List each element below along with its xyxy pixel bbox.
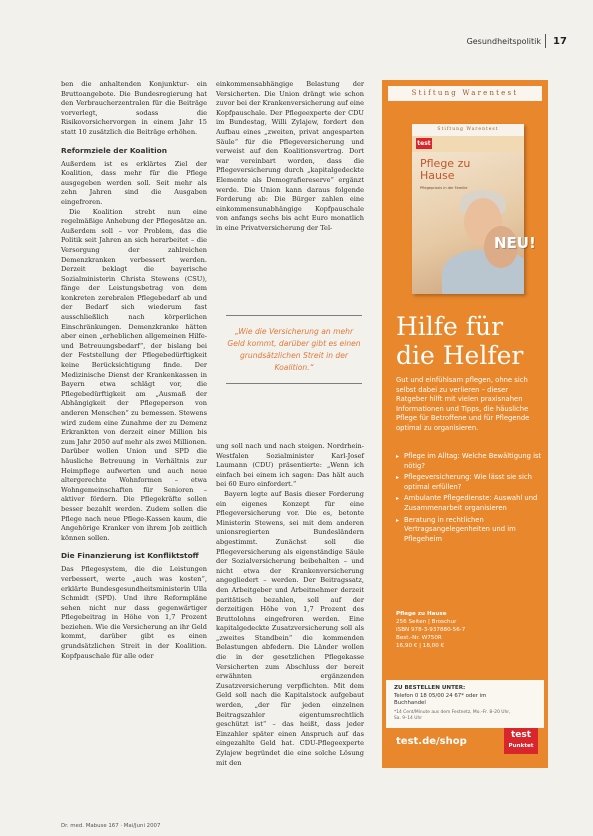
column-2-continued: [216, 442, 364, 768]
pull-quote: „Wie die Versicherung an mehr Geld kommt, darüber gibt es einen grundsätzlichen Streit in der Koalition.“: [226, 315, 362, 384]
paragraph: Die Koalition strebt nun eine regelmäßige Anhebung der Pflegesätze an. Außerdem soll – vor Problem, das die Politik seit Jahren an sich herarbeitet – die Versorgung der zahlreichen Demenzkranken verbessert werden. Derzeit beklagt die bayerische Sozialministerin Christa Stewens (CSU), fänge der Leistungsbetrag von dem konkreten zerebralen Pflegebedarf ab und der Bedarf sich wiederum fast ausschließlich nach körperlichen Einschränkungen. Demenzkranke hätten aber einen „erheblichen allgemeinen Hilfe- und Betreuungsbedarf“, der bislang bei der Feststellung der Pflegebedürftigkeit keine Berücksichtigung finde. Der Medizinische Dienst der Krankenkassen in Bayern etwa schlägt vor, die Pflegebedürftigkeit am „Ausmaß der Abhängigkeit der Pflegeperson von anderen Menschen“ zu bemessen. Stewens wird zudem eine Zunahme der zu Demenz Erkrankten von derzeit einer Million bis zum Jahr 2050 auf mehr als zwei Millionen. Darüber wollen Union und SPD die häusliche Betreuung in Verhältnis zur Heimpflege aufwerten und auch neue altergerechte Wohnformen – etwa Wohngemeinschaften für Senioren – aktiver fördern. Die Pflegekräfte sollen besser bezahlt werden. Zudem sollen die Pflege nach neue Pflege-Kassen kaum, die Angehörige Kranker von ihrem Job zeitlich können sollen.: [61, 207, 207, 542]
subheading: Reformziele der Koalition: [61, 145, 167, 155]
paragraph: ben die anhaltenden Konjunktur- ein Bruttoangebote. Die Bundesregierung hat den Verbraucherzentralen für die Beiträge vorverlegt, sodass die Risikovorsichervorgen in einem Jahr 15 statt 10 zusätzlich die Beiträge erhöhen.: [61, 80, 207, 136]
order-phone: Telefon 0 18 05/00 24 67* oder im Buchhandel: [394, 693, 487, 707]
list-item: ▸ Ambulante Pflegedienste: Auswahl und Zusammenarbeit organisieren: [396, 494, 542, 513]
shop-url: test.de/shop: [396, 736, 467, 747]
book-advertisement: [382, 80, 548, 768]
ad-intro: Gut und einfühlsam pflegen, ohne sich selbst dabei zu verlieren – dieser Ratgeber hilft mit vielen praxisnahen Informationen und Tipps, die häusliche Pflege für Betroffene und für Pflegende optimal zu organisieren.: [396, 376, 530, 432]
book-subtitle: Pflegepraxis in der Familie: [420, 186, 468, 190]
publication-line: 16,90 € | 18,00 €: [396, 643, 445, 649]
publication-title: Pflege zu Hause: [396, 611, 447, 617]
subheading: Die Finanzierung ist Konfliktstoff: [61, 551, 199, 561]
section-title: Gesundheitspolitik: [466, 37, 541, 46]
publication-line: ISBN 978-3-937880-56-7: [396, 627, 466, 633]
article-column-1: [61, 80, 207, 661]
book-title: Pflege zu Hause: [420, 157, 471, 182]
list-item: ▸ Pflegeversicherung: Wie lässt sie sich optimal erfüllen?: [396, 473, 542, 492]
new-badge: NEU!: [494, 234, 536, 252]
test-shop-logo: [504, 728, 538, 754]
publisher-banner: Stiftung Warentest: [388, 86, 542, 101]
list-item: ▸ Beratung in rechtlichen Vertragsangelegenheiten und im Pflegeheim: [396, 516, 542, 545]
publication-details: [396, 610, 526, 650]
paragraph: ung soll nach und nach steigen. Nordrhein-Westfalen Sozialminister Karl-Josef Laumann (CDU) präsentierte: „Wenn ich einfach bei einem ich sagen: Das hält auch bei 60 Euro einfordert.“: [216, 442, 364, 489]
feature-list: [396, 452, 542, 546]
page-footer: Dr. med. Mabuse 167 · Mai/Juni 2007: [61, 823, 161, 829]
logo-subtext: Punktet: [508, 743, 534, 749]
paragraph: Außerdem ist es erklärtes Ziel der Koalition, dass mehr für die Pflege ausgegeben werden soll. Seit mehr als zehn Jahren sind die Ausgaben eingefroren.: [61, 159, 207, 206]
list-item: ▸ Pflege im Alltag: Welche Bewältigung ist nötig?: [396, 452, 542, 471]
order-note: *14 Cent/Minute aus dem Festnetz, Mo.–Fr. 8–20 Uhr, Sa. 9–14 Uhr: [394, 710, 511, 721]
ad-headline: Hilfe für die Helfer: [396, 312, 524, 370]
order-box: [386, 680, 544, 728]
publication-line: Best.-Nr. W750R: [396, 635, 442, 641]
publication-line: 256 Seiten | Broschur: [396, 619, 457, 625]
paragraph: Das Pflegesystem, die die Leistungen verbessert, werte „auch was kosten“, erklärte Bundesgesundheitsministerin Ulla Schmidt (SPD). Und ihre Reformpläne sehen nicht nur dass gegenwärtiger Pflegebeitrag in Höhe von 1,7 Prozent beziehen. Wie die Versicherung an ihr Geld kommt, darüber gibt es einen grundsätzlichen Streit in der Koalition. Kopfpauschale für alle oder: [61, 565, 207, 660]
logo-text: test: [510, 730, 532, 740]
header-divider: [545, 34, 546, 48]
paragraph: Bayern legte auf Basis dieser Forderung ein eigenes Konzept für eine Pflegeversicherung vor. Die es, betonte Ministerin Stewens, sei mit dem anderen unionsregierten Bundesländern abgestimmt. Zunächst soll die Pflegeversicherung als eigenständige Säule der Sozialversicherung beibehalten – und nicht etwa der Krankenversicherung angegliedert – werden. Der Beitragssatz, den Arbeitgeber und Arbeitnehmer derzeit paritätisch bezahlen, soll auf der derzeitigen Höhe von 1,7 Prozent des Bruttolohns eingefroren werden. Eine kapitalgedeckte Zusatzversicherung soll als „zweites Standbein“ die kommenden Belastungen abfedern. Die Länder wollen die in der gesetzlichen Pflegekasse Versicherten zum Abschluss der bereit erwähnten ergänzenden Zusatzversicherung verpflichten. Mit dem Geld soll nach die Kapitalstock aufgebaut werden, „der für jeden einzelnen Beitragszahler eigentumsrechtlich geschützt ist“ – das heißt, dass jeder Einzahler später einen Anspruch auf das eingezahlte Geld hat. CDU-Pflegeexperte Zylajew begründet die eine solche Lösung mit den: [216, 489, 364, 767]
book-publisher: Stiftung Warentest: [412, 124, 524, 136]
order-title: ZU BESTELLEN UNTER:: [394, 685, 466, 691]
page-number: 17: [553, 36, 567, 47]
test-logo: test: [417, 140, 431, 147]
paragraph: einkommensabhängige Belastung der Versicherten. Die Union drängt wie schon zuvor bei der Krankenversicherung auf eine Kopfpauschale. Der Pflegeexperte der CDU im Bundestag, Willi Zylajew, fordert den Aufbau eines „zweiten, privat angesparten Säule“ für die Pflegeversicherung und verweist auf den Koalitionsvertrag. Dort war vereinbart worden, dass die Pflegeversicherung durch „kapitalgedeckte Elemente als Demografiereserve“ ergänzt werde. Die Union kann daraus folgende Forderung ab: Die Bürger zahlen eine einkommensunabhängige Kopfpauschale von anfangs sechs bis acht Euro monatlich in eine Privatversicherung der Tel-: [216, 80, 364, 232]
book-cover: [412, 124, 524, 294]
